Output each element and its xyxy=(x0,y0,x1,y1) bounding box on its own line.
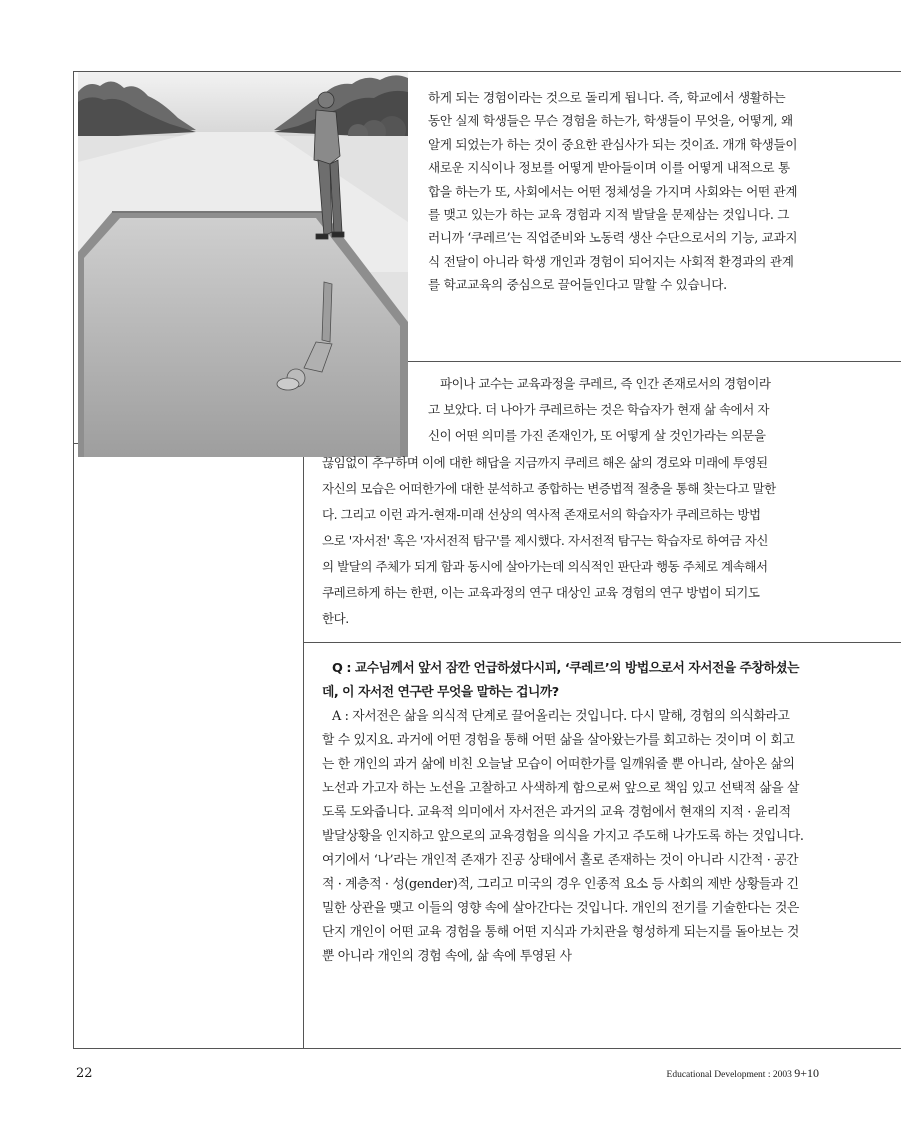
commentary-line: 한다. xyxy=(322,611,349,626)
commentary-line: 다. 그리고 이런 과거-현재-미래 선상의 역사적 존재로서의 학습자가 쿠레르하는 방법 xyxy=(322,507,761,522)
journal-footer xyxy=(667,1066,819,1081)
commentary-line: 신이 어떤 의미를 가진 존재인가, 또 어떻게 살 것인가라는 의문을 xyxy=(428,428,766,443)
section1-divider xyxy=(408,361,901,362)
pool-reflection-illustration xyxy=(78,72,408,457)
frame-bottom-rule xyxy=(73,1048,901,1049)
left-column-rule xyxy=(303,443,304,1048)
interview-question: Q : 교수님께서 앞서 잠깐 언급하셨다시피, ‘쿠레르’의 방법으로서 자서전을 주창하셨는데, 이 자서전 연구란 무엇을 말하는 겁니까? xyxy=(322,661,799,700)
commentary-line: 파이나 교수는 교육과정을 쿠레르, 즉 인간 존재로서의 경험이라 xyxy=(440,376,771,391)
section1-paragraph: 하게 되는 경험이라는 것으로 돌리게 됩니다. 즉, 학교에서 생활하는 동안 실제 학생들은 무슨 경험을 하는가, 학생들이 무엇을, 어떻게, 왜 알게 되었는가 하는 것이 중요한 관심사가 되는 것이죠. 개개 학생들이 새로운 지식이나 정보를 어떻게 받아들이며 이를 어떻게 내적으로 통합을 하는가 또, 사회에서는 어떤 정체성을 가지며 사회와는 어떤 관계를 맺고 있는가 하는 교육 경험과 지적 발달을 문제삼는 것입니다. 그러니까 ‘쿠레르’는 직업준비와 노동력 생산 수단으로서의 기능, 교과지식 전달이 아니라 학생 개인과 경험이 되어지는 사회적 환경과의 관계를 학교교육의 중심으로 끌어들인다고 말할 수 있습니다. xyxy=(428,90,798,293)
frame-left-rule xyxy=(73,71,74,1049)
interview-answer: A : 자서전은 삶을 의식적 단계로 끌어올리는 것입니다. 다시 말해, 경험의 의식화라고 할 수 있지요. 과거에 어떤 경험을 통해 어떤 삶을 살아왔는가를 회고하는 것이며 이 회고는 한 개인의 과거 삶에 비친 오늘날 모습이 어떠한가를 일깨워줄 뿐 아니라, 살아온 삶의 노선과 가고자 하는 노선을 고찰하고 사색하게 함으로써 앞으로 책임 있고 선택적 삶을 살도록 도와줍니다. 교육적 의미에서 자서전은 과거의 교육 경험에서 현재의 지적 · 윤리적 발달상황을 인지하고 앞으로의 교육경험을 의식을 가지고 주도해 나가도록 하는 것입니다. 여기에서 ‘나’라는 개인적 존재가 진공 상태에서 홀로 존재하는 것이 아니라 시간적 · 공간적 · 계층적 · 성(gender)적, 그리고 미국의 경우 인종적 요소 등 사회의 제반 상황들과 긴밀한 상관을 맺고 이들의 영향 속에 살아간다는 것입니다. 개인의 전기를 기술한다는 것은 단지 개인이 어떤 교육 경험을 통해 어떤 지식과 가치관을 형성하게 되는지를 돌아보는 것뿐 아니라 개인의 경험 속에, 삶 속에 투영된 사 xyxy=(322,709,804,964)
pool-reflection-image xyxy=(78,72,408,457)
section2-divider xyxy=(303,642,901,643)
commentary-line: 끊임없이 추구하며 이에 대한 해답을 지금까지 쿠레르 해온 삶의 경로와 미래에 투영된 xyxy=(322,455,768,470)
journal-name: Educational Development : 2003 xyxy=(666,1070,792,1080)
commentary-line: 고 보았다. 더 나아가 쿠레르하는 것은 학습자가 현재 삶 속에서 자 xyxy=(428,402,770,417)
commentary-line: 쿠레르하게 하는 한편, 이는 교육과정의 연구 대상인 교육 경험의 연구 방법이 되기도 xyxy=(322,585,760,600)
interview-answer-continued xyxy=(428,86,800,297)
journal-issue: 9+10 xyxy=(794,1066,819,1080)
page-number: 22 xyxy=(76,1066,93,1081)
commentary-line: 의 발달의 주체가 되게 함과 동시에 살아가는데 의식적인 판단과 행동 주체로 계속해서 xyxy=(322,559,768,574)
commentary-line: 으로 '자서전' 혹은 '자서전적 탐구'를 제시했다. 자서전적 탐구는 학습자로 하여금 자신 xyxy=(322,533,768,548)
commentary-line: 자신의 모습은 어떠한가에 대한 분석하고 종합하는 변증법적 절충을 통해 찾는다고 말한 xyxy=(322,481,776,496)
interview-qa xyxy=(322,657,804,969)
